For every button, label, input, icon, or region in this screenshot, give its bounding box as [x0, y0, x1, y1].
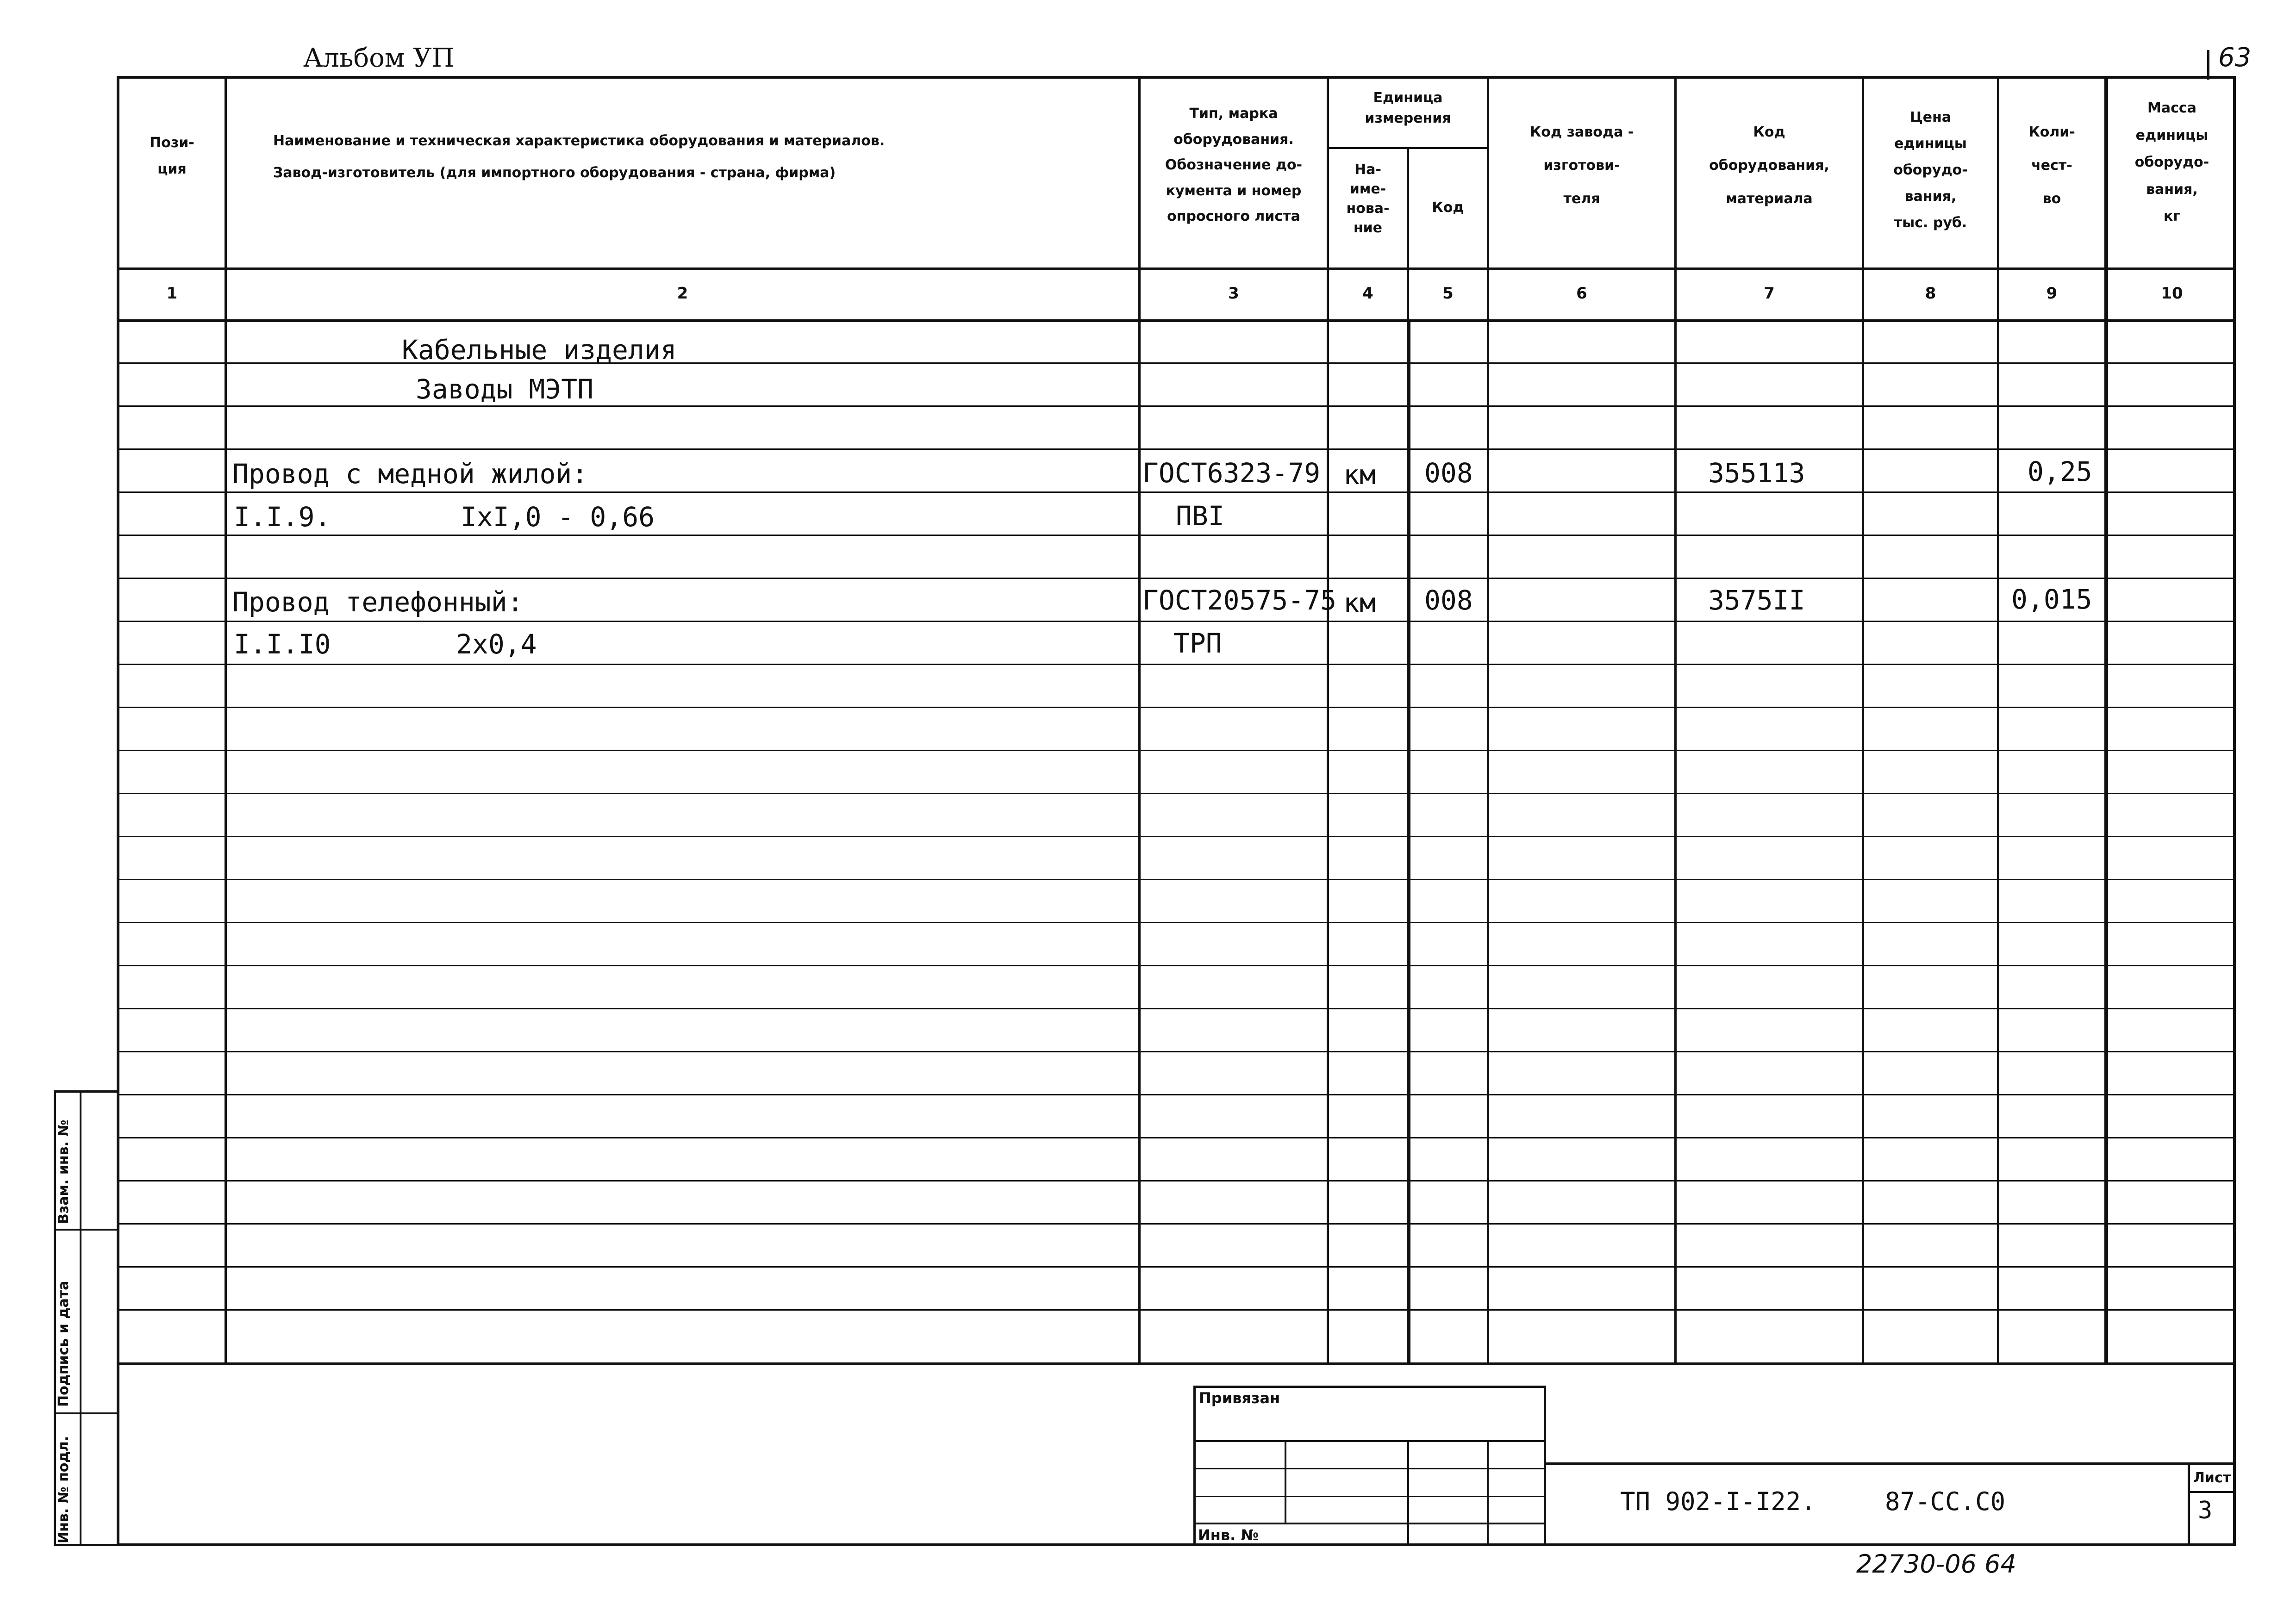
row-type: ТРП — [1173, 628, 1222, 659]
header-col8: Цена единицы оборудо- вания, тыс. руб. — [1893, 109, 1968, 231]
header-col3: Тип, марка оборудования. Обозначение до- кумента и номер опросного листа — [1165, 106, 1303, 224]
header-sub-line — [1327, 147, 1487, 149]
row-position: I.I.I0 — [234, 628, 331, 660]
col-line — [1407, 320, 1410, 1363]
row-unit: км — [1343, 459, 1376, 491]
row-type: ГОСТ20575-75 — [1142, 585, 1337, 616]
header-bottom-line — [117, 267, 2236, 270]
col-number: 7 — [1764, 284, 1775, 303]
col-number: 5 — [1442, 284, 1454, 303]
album-label: Альбом УП — [303, 43, 455, 73]
header-col1: Пози- ция — [150, 135, 194, 177]
header-col7: Код оборудования, материала — [1709, 124, 1829, 207]
row-type: ПВI — [1176, 500, 1224, 532]
handwritten-sheet-number: 63 — [2218, 43, 2252, 73]
side-podpis: Подпись и дата — [56, 1281, 72, 1407]
row-material-code: 3575II — [1708, 585, 1805, 616]
privyazan-label: Привязан — [1199, 1389, 1280, 1407]
side-stamp-divider — [54, 1412, 119, 1414]
header-col4: На- име- нова- ние — [1346, 162, 1390, 236]
col-number: 6 — [1576, 284, 1587, 303]
col-number: 9 — [2046, 284, 2058, 303]
privyazan-block — [1193, 1386, 1546, 1546]
row-material-code: 355113 — [1708, 457, 1805, 489]
section-title: Кабельные изделия — [402, 334, 677, 366]
list-value: 3 — [2198, 1497, 2213, 1524]
handwritten-archive-number: 22730-06 64 — [1856, 1549, 2016, 1579]
header-unit-group: Единица измерения — [1365, 90, 1451, 126]
side-stamp-divider — [80, 1090, 81, 1546]
col-number: 4 — [1362, 284, 1373, 303]
list-label: Лист — [2193, 1470, 2231, 1486]
sheet-number-bar — [2207, 50, 2209, 80]
section-subtitle: Заводы МЭТП — [416, 373, 594, 405]
colnum-bottom-line — [117, 319, 2236, 322]
doc-code-b: 87-СС.С0 — [1885, 1487, 2006, 1516]
side-inv-podl: Инв. № подл. — [56, 1436, 72, 1543]
title-block-top — [1544, 1462, 2236, 1465]
inv-no-label: Инв. № — [1198, 1526, 1259, 1544]
col-number: 3 — [1228, 284, 1239, 303]
header-col5: Код — [1432, 199, 1464, 216]
side-vzam: Взам. инв. № — [56, 1119, 72, 1224]
header-col9: Коли- чест- во — [2028, 124, 2075, 207]
row-unit: км — [1343, 587, 1376, 619]
row-qty: 0,25 — [2028, 456, 2092, 487]
row-name: Провод телефонный: — [232, 586, 524, 618]
col-number: 2 — [677, 284, 688, 303]
header-col6: Код завода - изготови- теля — [1529, 124, 1634, 207]
doc-code-a: ТП 902-I-I22. — [1620, 1487, 1816, 1516]
header-col2: Наименование и техническая характеристика оборудования и материалов. Завод-изготовитель (для импортного оборудования - страна, фирма) — [273, 133, 885, 181]
side-stamp-divider — [54, 1229, 119, 1231]
header-col10: Масса единицы оборудо- вания, кг — [2134, 100, 2209, 224]
row-type: ГОСТ6323-79 — [1142, 457, 1321, 489]
col-number: 1 — [166, 284, 178, 303]
row-spec: 2x0,4 — [456, 628, 537, 660]
row-code: 008 — [1424, 457, 1473, 489]
row-position: I.I.9. — [234, 501, 331, 533]
row-spec: IxI,0 - 0,66 — [461, 501, 655, 533]
row-name: Провод с медной жилой: — [232, 458, 588, 490]
col-number: 8 — [1925, 284, 1936, 303]
row-code: 008 — [1424, 585, 1473, 616]
col-number: 10 — [2161, 284, 2183, 303]
row-qty: 0,015 — [2011, 584, 2092, 615]
